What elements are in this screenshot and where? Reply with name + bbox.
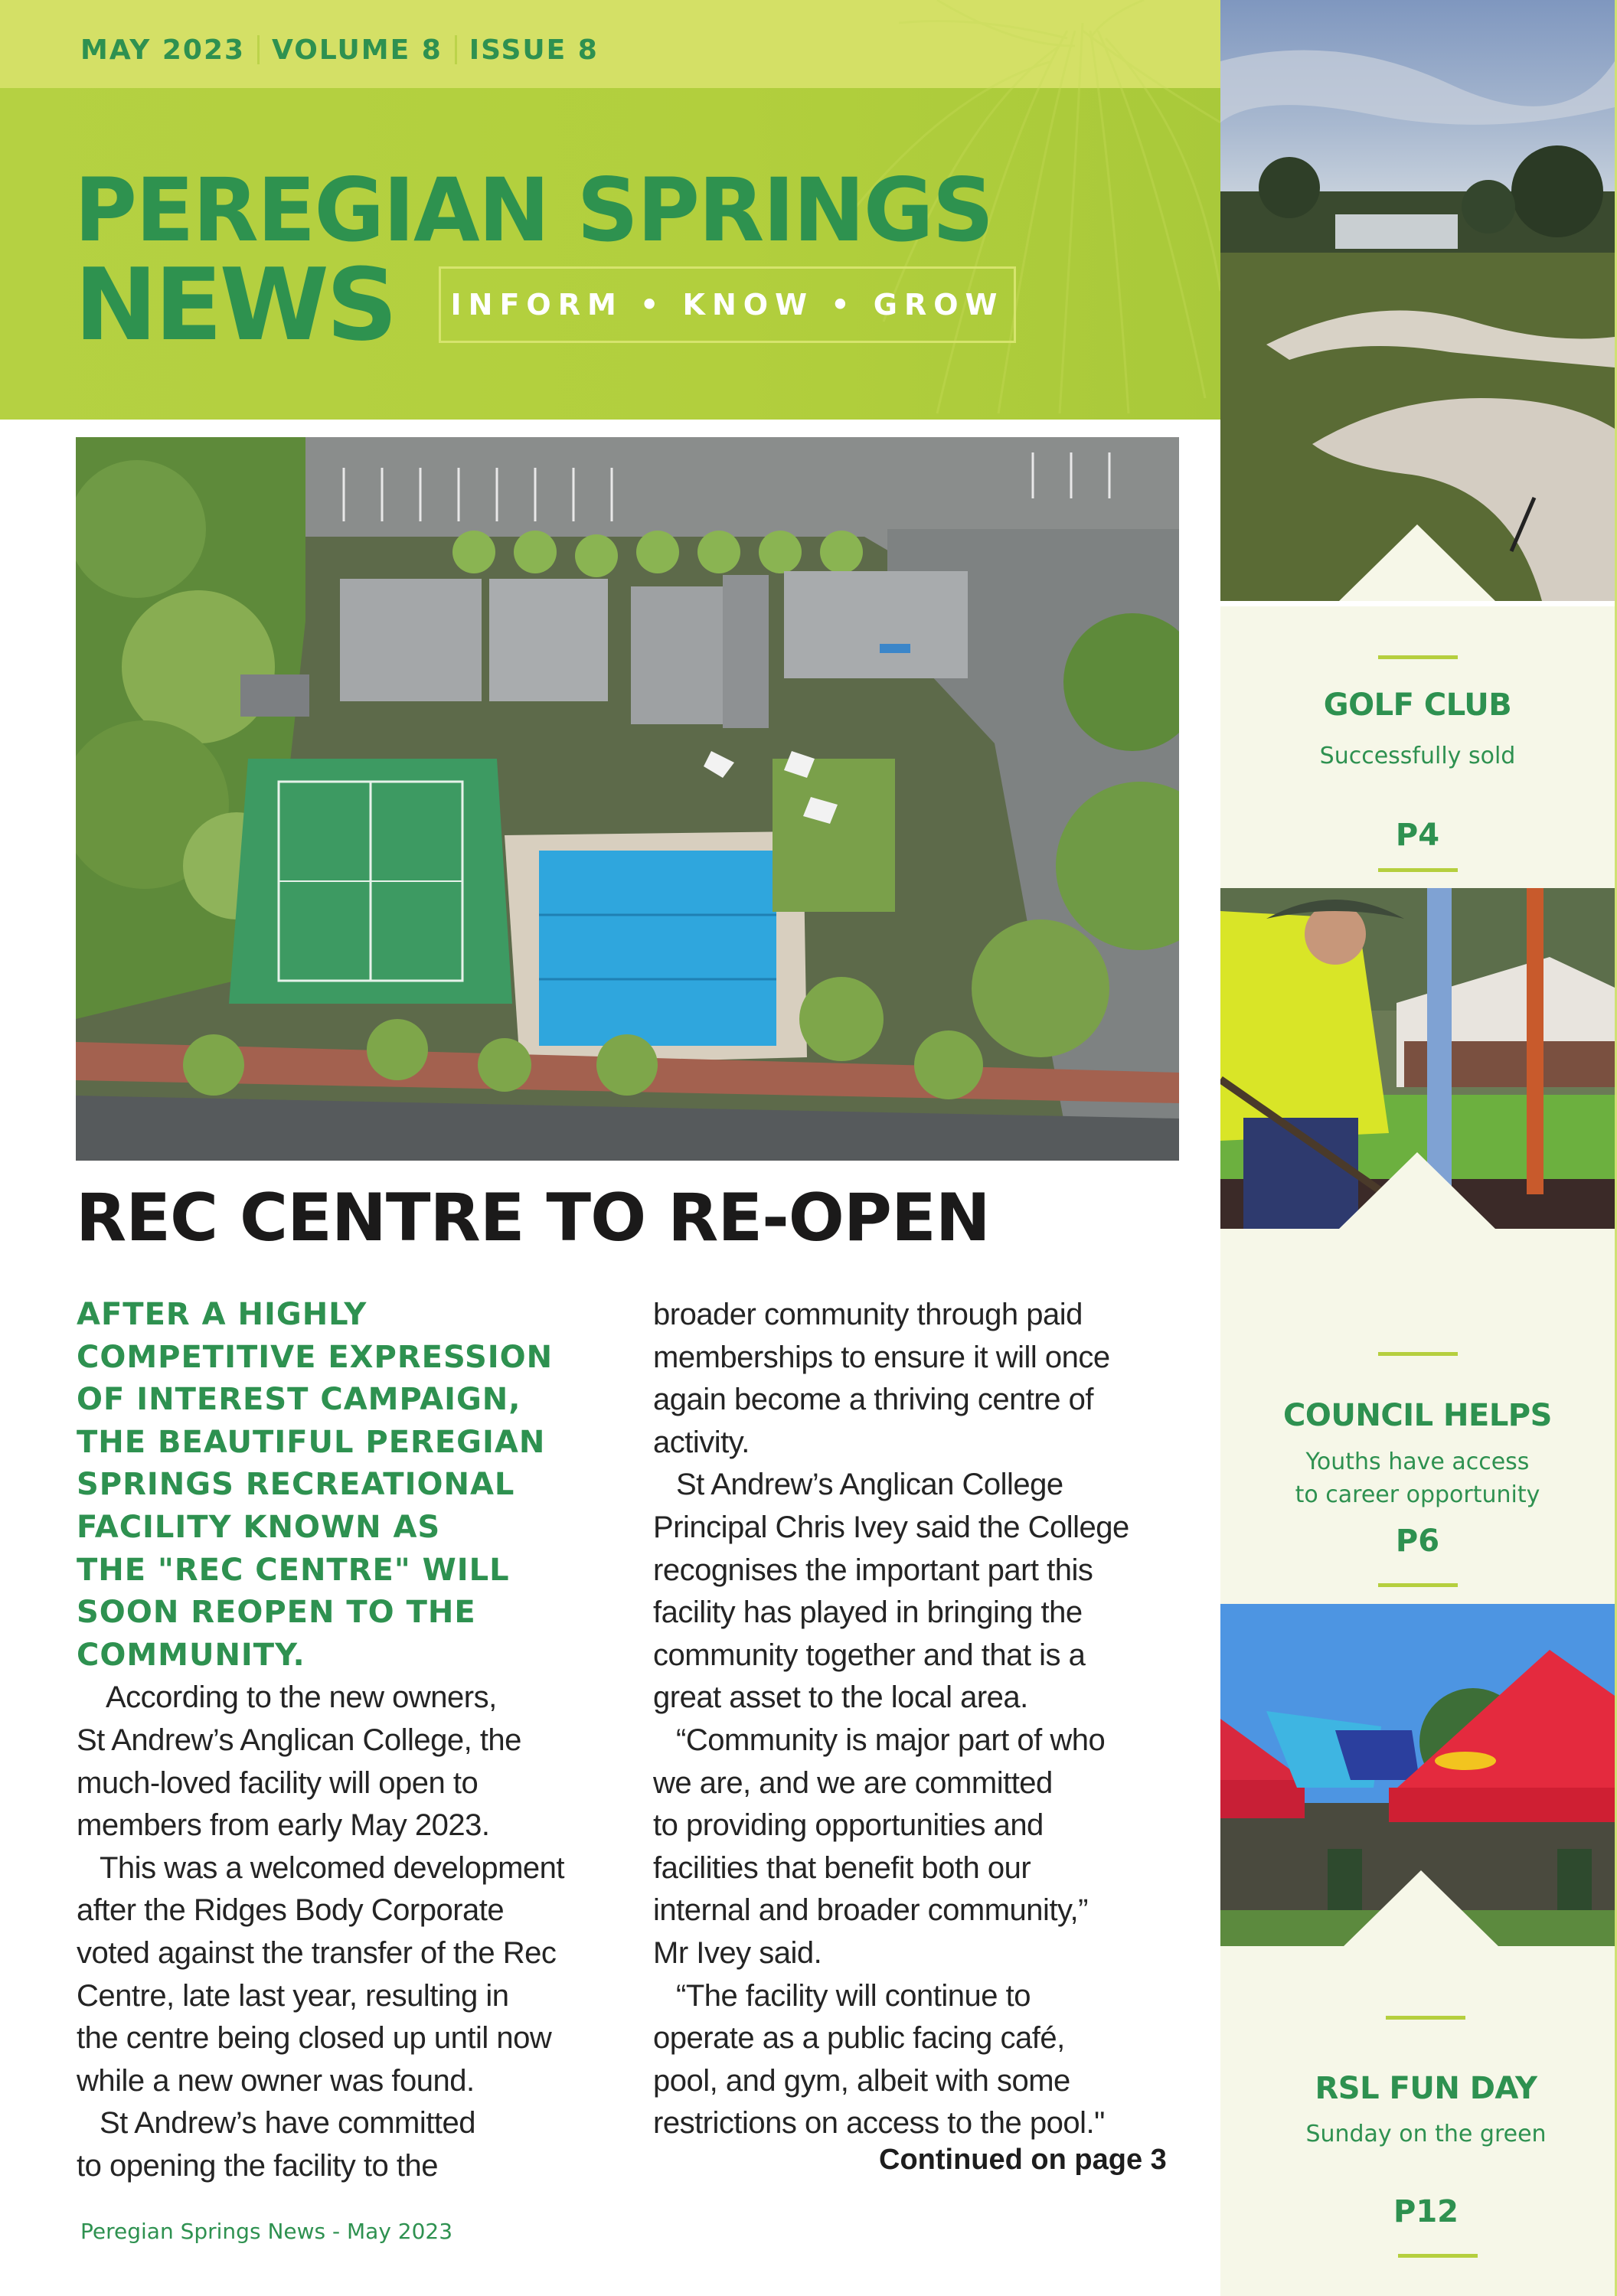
body-line: facility has played in bringing the: [653, 1595, 1083, 1630]
teaser-title-rsl[interactable]: RSL FUN DAY: [1315, 2071, 1537, 2106]
body-line: after the Ridges Body Corporate: [77, 1893, 505, 1928]
publication-title-news: NEWS: [74, 247, 395, 363]
body-line: St Andrew’s Anglican College, the: [77, 1723, 521, 1757]
article-headline: REC CENTRE TO RE-OPEN: [76, 1180, 990, 1256]
rule-top: [1378, 655, 1458, 659]
rule-bottom: [1378, 1583, 1458, 1587]
issue-number: ISSUE 8: [469, 34, 599, 66]
divider: [257, 35, 260, 64]
publication-title: PEREGIAN SPRINGS: [74, 159, 993, 262]
lede-line: THE "REC CENTRE" WILL: [77, 1552, 510, 1588]
body-line: much-loved facility will open to: [77, 1765, 479, 1800]
body-line: memberships to ensure it will once: [653, 1340, 1110, 1374]
hero-aerial-photo: [76, 437, 1179, 1161]
teaser-title-golf[interactable]: GOLF CLUB: [1323, 687, 1512, 723]
rule-top: [1386, 2016, 1465, 2020]
body-line: broader community through paid: [653, 1298, 1083, 1331]
body-line: to opening the facility to the: [77, 2148, 438, 2183]
body-line: St Andrew’s Anglican College: [676, 1468, 1063, 1502]
golf-course-photo: [1220, 0, 1615, 601]
aerial-photo-illustration: [76, 437, 1179, 1161]
teaser-page-ref[interactable]: P12: [1393, 2194, 1459, 2229]
article-column-right: [653, 1294, 1189, 2145]
masthead: [0, 0, 1220, 420]
lede-line: FACILITY KNOWN AS: [77, 1509, 441, 1545]
divider: [1220, 601, 1615, 606]
body-line: recognises the important part this: [653, 1553, 1093, 1587]
body-line: operate as a public facing café,: [653, 2021, 1065, 2056]
divider: [455, 35, 457, 64]
body-line: to providing opportunities and: [653, 1808, 1044, 1843]
lede-line: COMMUNITY.: [77, 1637, 305, 1673]
article-lede: [77, 1294, 612, 1677]
body-line: the centre being closed up until now: [77, 2021, 552, 2056]
body-line: “The facility will continue to: [676, 1978, 1031, 2013]
issue-date: MAY 2023: [80, 34, 246, 66]
teaser-subtitle: Sunday on the green: [1305, 2121, 1547, 2147]
body-line: again become a thriving centre of: [653, 1383, 1093, 1417]
sidebar-teasers: [1220, 0, 1617, 2296]
teaser-page-ref[interactable]: P6: [1395, 1524, 1440, 1559]
body-line: St Andrew’s have committed: [100, 2106, 475, 2141]
body-line: facilities that benefit both our: [653, 1850, 1031, 1885]
body-line: “Community is major part of who: [676, 1723, 1106, 1757]
teaser-subtitle: to career opportunity: [1295, 1481, 1540, 1508]
body-line: Centre, late last year, resulting in: [77, 1978, 509, 2013]
lede-line: OF INTEREST CAMPAIGN,: [77, 1382, 521, 1418]
body-line: activity.: [653, 1425, 750, 1459]
body-line: we are, and we are committed: [653, 1765, 1053, 1800]
rule-bottom: [1398, 2254, 1478, 2258]
body-line: great asset to the local area.: [653, 1680, 1028, 1715]
tagline: INFORM • KNOW • GROW: [450, 288, 1004, 322]
issue-info: [80, 31, 599, 69]
continued-link[interactable]: Continued on page 3: [879, 2144, 1167, 2176]
body-line: This was a welcomed development: [100, 1850, 565, 1885]
body-line: while a new owner was found.: [77, 2063, 475, 2098]
body-line: pool, and gym, albeit with some: [653, 2063, 1070, 2098]
body-line: community together and that is a: [653, 1638, 1086, 1672]
body-line: members from early May 2023.: [77, 1808, 490, 1843]
body-line: internal and broader community,”: [653, 1893, 1088, 1928]
body-line: voted against the transfer of the Rec: [77, 1935, 557, 1970]
page-footer: Peregian Springs News - May 2023: [80, 2219, 453, 2244]
body-line: According to the new owners,: [106, 1680, 497, 1715]
teaser-subtitle: Successfully sold: [1319, 743, 1516, 769]
lede-line: SOON REOPEN TO THE: [77, 1595, 476, 1631]
teaser-page-ref[interactable]: P4: [1395, 818, 1440, 853]
tagline-box: [439, 266, 1016, 343]
lede-line: SPRINGS RECREATIONAL: [77, 1467, 515, 1503]
lede-line: AFTER A HIGHLY: [77, 1297, 368, 1332]
volume-label: VOLUME 8: [272, 34, 443, 66]
body-line: Mr Ivey said.: [653, 1935, 822, 1970]
rule-top: [1378, 1352, 1458, 1356]
article-column-left: [77, 1294, 612, 2187]
body-line: Principal Chris Ivey said the College: [653, 1510, 1129, 1544]
teaser-title-council[interactable]: COUNCIL HELPS: [1283, 1398, 1552, 1433]
teaser-subtitle: Youths have access: [1305, 1448, 1530, 1475]
golf-photo-illustration: [1220, 0, 1615, 601]
rule-bottom: [1378, 868, 1458, 872]
lede-line: COMPETITIVE EXPRESSION: [77, 1339, 554, 1375]
body-line: restrictions on access to the pool.": [653, 2106, 1105, 2141]
lede-line: THE BEAUTIFUL PEREGIAN: [77, 1424, 546, 1460]
